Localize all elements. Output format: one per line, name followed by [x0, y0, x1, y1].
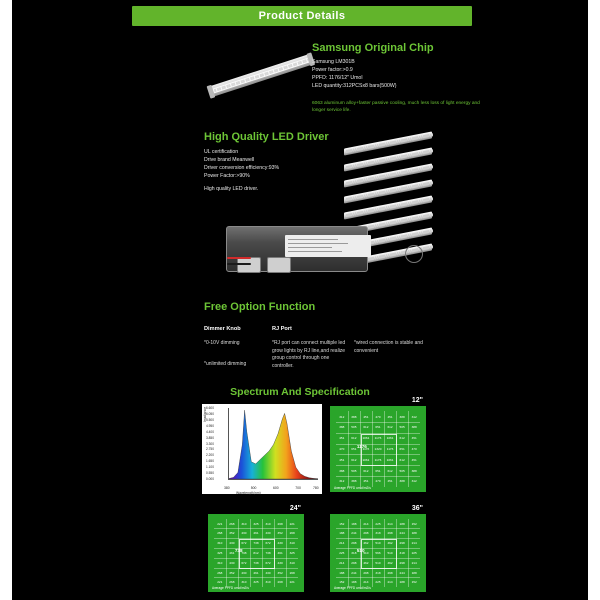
ppfd-height-label: 24" — [289, 505, 301, 512]
ppfd-cell: 188 — [399, 580, 405, 585]
ppfd-cell: 268 — [217, 570, 223, 575]
ppfd-cell: 244 — [399, 570, 405, 575]
ppfd-cell: 1320 — [374, 446, 382, 451]
ppfd-cell: 672 — [265, 560, 271, 565]
chart-ytick: 5.500 — [206, 417, 214, 422]
ppfd-cell: 298 — [351, 541, 357, 546]
ppfd-cell: 430 — [229, 541, 235, 546]
section-led-driver-sub: High quality LED driver. — [204, 186, 259, 192]
ppfd-cell: 298 — [387, 531, 393, 536]
dimmer-knob-header: Dimmer Knob — [204, 326, 241, 332]
spec-item: Power Factor:>90% — [204, 173, 250, 179]
ppfd-cell: 312 — [339, 479, 345, 484]
ppfd-cell: 738 — [253, 541, 259, 546]
ppfd-cell: 430 — [265, 531, 271, 536]
chart-ytick: 6.600 — [206, 406, 214, 410]
dimmer-item-1: *0-10V dimming — [204, 340, 240, 346]
ppfd-cell: 612 — [363, 468, 369, 473]
black-sheet — [12, 0, 588, 600]
ppfd-cell: 461 — [253, 570, 259, 575]
ppfd-cell: 672 — [241, 560, 247, 565]
ppfd-cell: 1176 — [374, 457, 382, 462]
ppfd-cell: 470 — [375, 414, 381, 419]
chart-ytick: 1.650 — [206, 459, 214, 464]
ppfd-cell: 268 — [277, 521, 283, 526]
ppfd-cell: 612 — [363, 425, 369, 430]
ppfd-cell: 225 — [339, 550, 345, 555]
ppfd-cell: 451 — [363, 479, 369, 484]
ppfd-cell: 221 — [217, 580, 223, 585]
ppfd-cell: 612 — [351, 436, 357, 441]
chart-ytick: 4.400 — [206, 429, 214, 434]
ppfd-cell: 451 — [387, 414, 393, 419]
ppfd-cell: 738 — [241, 550, 247, 555]
ppfd-average-label: Average PPFD umol/m2/s — [334, 486, 371, 490]
ppfd-cell: 310 — [241, 521, 247, 526]
ppfd-cell: 651 — [375, 468, 381, 473]
ppfd-cell: 268 — [277, 580, 283, 585]
ppfd-cell: 310 — [265, 521, 271, 526]
ppfd-cell: 388 — [339, 468, 345, 473]
ppfd-cell: 430 — [229, 560, 235, 565]
spec-item: Drive brand Meanwell — [204, 157, 255, 163]
ppfd-cell: 462 — [363, 541, 369, 546]
ppfd-cell: 188 — [351, 521, 357, 526]
chart-ytick: 1.100 — [206, 465, 214, 470]
ppfd-cell: 244 — [399, 531, 405, 536]
ppfd-cell: 505 — [399, 425, 405, 430]
ppfd-cell: 298 — [351, 560, 357, 565]
spec-item: UL certification — [204, 149, 239, 155]
ppfd-cell: 388 — [351, 414, 357, 419]
section-free-option-title: Free Option Function — [204, 301, 316, 313]
chart-ytick: 6.050 — [206, 411, 214, 416]
ppfd-average-value: 1176 — [356, 443, 367, 449]
ppfd-cell: 672 — [265, 541, 271, 546]
ppfd-height-label: 12" — [411, 397, 423, 404]
section-led-driver-title: High Quality LED Driver — [204, 131, 329, 143]
wired-connection-item: *wired connection is stable and convenient — [354, 340, 423, 354]
ppfd-cell: 152 — [411, 521, 417, 526]
ppfd-cell: 214 — [387, 580, 393, 585]
chart-ytick: 2.750 — [206, 447, 214, 452]
spec-item: Driver conversion efficiency:93% — [204, 165, 280, 171]
ppfd-cell: 612 — [399, 436, 405, 441]
ppfd-cell: 318 — [375, 531, 381, 536]
ppfd-map-12in — [330, 397, 426, 492]
ppfd-cell: 214 — [339, 541, 345, 546]
chart-xtick: 500 — [250, 486, 257, 490]
ppfd-cell: 188 — [339, 531, 345, 536]
page-title: Product Details — [258, 10, 346, 22]
ppfd-cell: 310 — [241, 580, 247, 585]
spec-item: LED quantity:312PCSx8 bars(500W) — [312, 83, 397, 89]
ppfd-cell: 388 — [399, 479, 405, 484]
ppfd-cell: 188 — [399, 521, 405, 526]
ppfd-cell: 505 — [399, 468, 405, 473]
ppfd-cell: 1176 — [386, 446, 394, 451]
ppfd-cell: 221 — [289, 580, 295, 585]
chart-ytick: 0.000 — [206, 477, 214, 481]
chart-ylabel: Irradiance — [203, 406, 207, 422]
ppfd-cell: 1061 — [386, 457, 394, 462]
ppfd-cell: 1061 — [362, 457, 370, 462]
ppfd-cell: 651 — [351, 446, 357, 451]
ppfd-cell: 244 — [351, 570, 357, 575]
ppfd-cell: 298 — [363, 570, 369, 575]
ppfd-cell: 430 — [241, 570, 247, 575]
ppfd-cell: 651 — [375, 425, 381, 430]
ppfd-cell: 188 — [411, 531, 417, 536]
ppfd-cell: 462 — [387, 541, 393, 546]
ppfd-cell: 152 — [339, 521, 345, 526]
ppfd-cell: 312 — [339, 414, 345, 419]
ppfd-cell: 352 — [277, 531, 283, 536]
chart-ytick: 3.300 — [206, 441, 214, 446]
ppfd-cell: 318 — [399, 550, 405, 555]
ppfd-cell: 451 — [411, 436, 417, 441]
chart-xtick: 700 — [295, 486, 301, 490]
ppfd-cell: 451 — [339, 457, 345, 462]
ppfd-cell: 462 — [363, 560, 369, 565]
ppfd-cell: 188 — [339, 570, 345, 575]
ppfd-average-label: Average PPFD umol/m2/s — [212, 586, 249, 590]
ppfd-cell: 268 — [229, 580, 235, 585]
ppfd-cell: 214 — [411, 541, 417, 546]
ppfd-cell: 188 — [411, 570, 417, 575]
chart-xlabel: Wavelength(nm) — [236, 491, 261, 495]
ppfd-cell: 505 — [351, 468, 357, 473]
ppfd-cell: 312 — [411, 479, 417, 484]
section-spectrum-title: Spectrum And Specification — [230, 386, 370, 398]
ppfd-cell: 298 — [363, 531, 369, 536]
ppfd-cell: 225 — [375, 521, 381, 526]
ppfd-cell: 510 — [363, 550, 369, 555]
ppfd-cell: 461 — [253, 531, 259, 536]
ppfd-map-36in — [330, 505, 426, 592]
ppfd-cell: 451 — [411, 457, 417, 462]
ppfd-cell: 388 — [399, 414, 405, 419]
ppfd-cell: 510 — [375, 560, 381, 565]
ppfd-cell: 310 — [217, 560, 223, 565]
ppfd-cell: 352 — [229, 531, 235, 536]
ppfd-cell: 214 — [363, 580, 369, 585]
ppfd-cell: 1061 — [386, 436, 394, 441]
ppfd-cell: 214 — [387, 521, 393, 526]
section-samsung-chip-note: 6063 aluminum alloy+faster passive cooling, much less loss of light energy and longer service life. — [312, 101, 480, 113]
chart-xtick: 600 — [272, 486, 279, 490]
ppfd-cell: 738 — [253, 560, 259, 565]
ppfd-cell: 214 — [411, 560, 417, 565]
ppfd-cell: 451 — [387, 479, 393, 484]
ppfd-cell: 214 — [363, 521, 369, 526]
ppfd-average-label: Average PPFD umol/m2/s — [334, 586, 371, 590]
ppfd-cell: 310 — [289, 541, 295, 546]
chart-xtick: 380 — [224, 486, 230, 490]
ppfd-cell: 318 — [351, 550, 357, 555]
ppfd-cell: 612 — [387, 425, 393, 430]
ppfd-cell: 268 — [289, 570, 295, 575]
ppfd-cell: 1176 — [362, 446, 370, 451]
ppfd-cell: 430 — [241, 531, 247, 536]
dimmer-item-2: *unlimited dimming — [204, 361, 247, 367]
header — [12, 6, 588, 28]
ppfd-cell: 612 — [351, 457, 357, 462]
chart-xtick: 780 — [313, 486, 319, 490]
ppfd-cell: 510 — [375, 541, 381, 546]
ppfd-cell: 505 — [351, 425, 357, 430]
ppfd-cell: 225 — [375, 580, 381, 585]
section-samsung-chip-title: Samsung Original Chip — [312, 42, 434, 54]
ppfd-cell: 612 — [387, 468, 393, 473]
ppfd-cell: 188 — [351, 580, 357, 585]
ppfd-cell: 325 — [217, 550, 223, 555]
ppfd-cell: 388 — [351, 479, 357, 484]
chart-ytick: 4.950 — [206, 423, 214, 428]
ppfd-cell: 430 — [265, 570, 271, 575]
ppfd-cell: 461 — [277, 550, 283, 555]
ppfd-cell: 388 — [411, 468, 417, 473]
rj-port-header: RJ Port — [272, 326, 292, 332]
spec-item: PPFD: 1176/12" Umol — [312, 75, 363, 81]
chart-ytick: 0.550 — [206, 471, 214, 476]
ppfd-cell: 388 — [339, 425, 345, 430]
ppfd-cell: 268 — [289, 531, 295, 536]
ppfd-cell: 318 — [375, 570, 381, 575]
ppfd-cell: 298 — [399, 541, 405, 546]
ppfd-cell: 268 — [229, 521, 235, 526]
ppfd-cell: 812 — [253, 550, 259, 555]
ppfd-cell: 221 — [217, 521, 223, 526]
ppfd-cell: 214 — [339, 560, 345, 565]
ppfd-cell: 470 — [339, 446, 345, 451]
ppfd-cell: 312 — [411, 414, 417, 419]
ppfd-cell: 461 — [229, 550, 235, 555]
ppfd-cell: 310 — [265, 580, 271, 585]
ppfd-cell: 388 — [411, 425, 417, 430]
ppfd-cell: 352 — [229, 570, 235, 575]
ppfd-cell: 225 — [411, 550, 417, 555]
ppfd-cell: 672 — [241, 541, 247, 546]
ppfd-cell: 470 — [375, 479, 381, 484]
ppfd-average-value: 738 — [234, 548, 243, 554]
ppfd-cell: 1176 — [374, 436, 382, 441]
ppfd-cell: 651 — [399, 446, 405, 451]
ppfd-cell: 244 — [351, 531, 357, 536]
ppfd-cell: 612 — [399, 457, 405, 462]
ppfd-cell: 430 — [277, 560, 283, 565]
ppfd-cell: 325 — [289, 550, 295, 555]
ppfd-cell: 268 — [217, 531, 223, 536]
ppfd-cell: 298 — [387, 570, 393, 575]
ppfd-map-24in — [208, 505, 304, 592]
ppfd-cell: 310 — [217, 541, 223, 546]
led-bar-image — [202, 33, 320, 119]
ppfd-cell: 566 — [375, 550, 381, 555]
ppfd-cell: 298 — [399, 560, 405, 565]
ppfd-cell: 221 — [289, 521, 295, 526]
ppfd-cell: 1061 — [362, 436, 370, 441]
ppfd-average-value: 510 — [356, 548, 365, 554]
ppfd-cell: 470 — [411, 446, 417, 451]
chart-ytick: 3.850 — [206, 435, 214, 440]
ppfd-cell: 152 — [411, 580, 417, 585]
ppfd-cell: 451 — [363, 414, 369, 419]
driver-box-image — [208, 222, 376, 284]
ppfd-cell: 310 — [289, 560, 295, 565]
chart-ytick: 2.200 — [206, 453, 214, 458]
spec-item: Power factor:>0.9 — [312, 67, 353, 73]
ppfd-cell: 738 — [265, 550, 271, 555]
ppfd-cell: 325 — [253, 521, 259, 526]
ppfd-cell: 325 — [253, 580, 259, 585]
spec-item: Samsung LM301B — [312, 59, 355, 65]
spectrum-chart — [202, 404, 322, 494]
ppfd-cell: 430 — [277, 541, 283, 546]
ppfd-cell: 451 — [339, 436, 345, 441]
ppfd-height-label: 36" — [411, 505, 423, 512]
section-samsung-chip-specs — [312, 58, 492, 90]
ppfd-cell: 462 — [387, 560, 393, 565]
rj-port-item-1: *RJ port can connect multiple led grow lights by RJ line,and realize group control through one controller. — [272, 340, 346, 369]
ppfd-cell: 510 — [387, 550, 393, 555]
ppfd-cell: 152 — [339, 580, 345, 585]
ppfd-cell: 352 — [277, 570, 283, 575]
section-led-driver-specs — [204, 148, 364, 180]
